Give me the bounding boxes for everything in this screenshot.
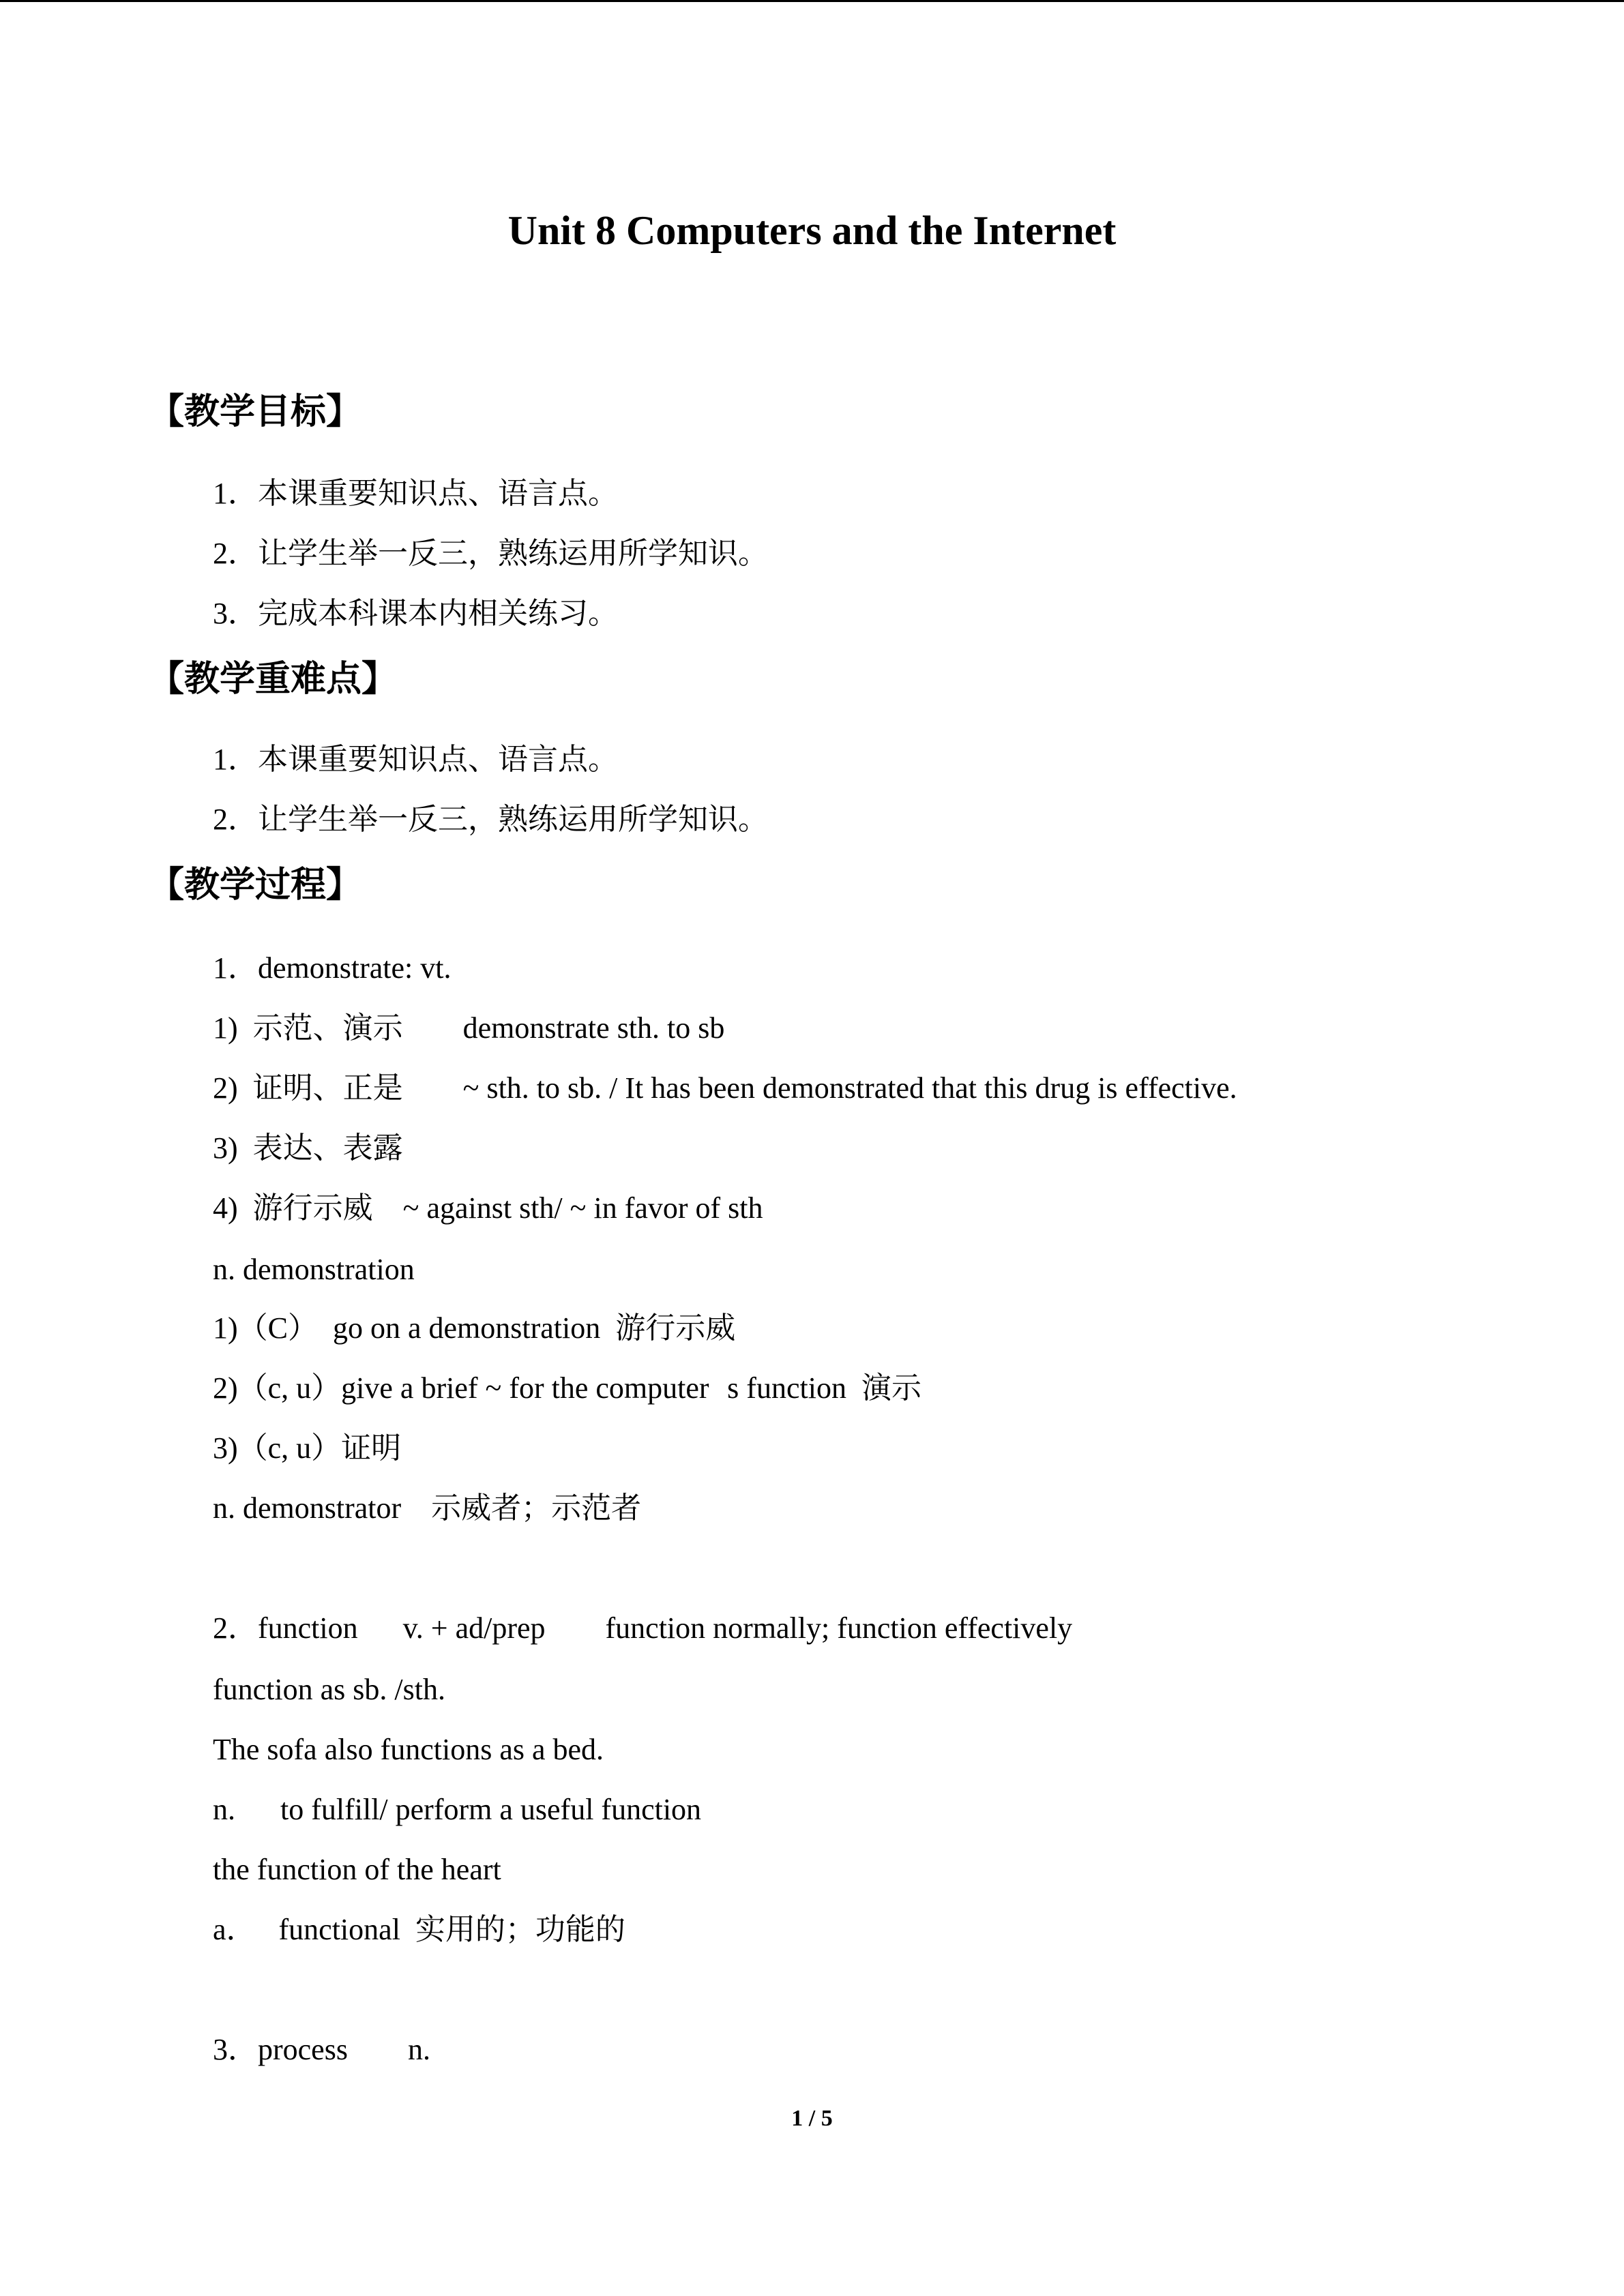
process-line-1: 1．demonstrate: vt. <box>213 951 452 985</box>
page-top-border <box>0 0 1624 2</box>
process-line-6: n. demonstration <box>213 1253 415 1286</box>
process-line-7: 1)（C） go on a demonstration 游行示威 <box>213 1311 736 1345</box>
document-title: Unit 8 Computers and the Internet <box>507 208 1117 253</box>
page-number: 1 / 5 <box>791 2106 833 2131</box>
process-line-16: a． functional 实用的；功能的 <box>213 1913 625 1946</box>
process-line-15: the function of the heart <box>213 1853 501 1886</box>
key-point-line-1: 1．本课重要知识点、语言点。 <box>213 743 618 776</box>
process-line-17: 3．process n. <box>213 2033 430 2066</box>
process-line-4: 3) 表达、表露 <box>213 1131 403 1165</box>
process-line-2: 1) 示范、演示 demonstrate sth. to sb <box>213 1011 725 1045</box>
objective-line-1: 1．本课重要知识点、语言点。 <box>213 477 618 510</box>
process-line-13: The sofa also functions as a bed. <box>213 1733 604 1766</box>
process-line-9: 3)（c, u）证明 <box>213 1431 402 1465</box>
process-line-8: 2)（c, u）give a brief ~ for the computers function 演示 <box>213 1371 921 1405</box>
process-line-10: n. demonstrator 示威者；示范者 <box>213 1491 642 1525</box>
section-heading-key-points: 【教学重难点】 <box>149 659 398 700</box>
objective-line-2: 2．让学生举一反三，熟练运用所学知识。 <box>213 537 768 570</box>
objective-line-3: 3．完成本科课本内相关练习。 <box>213 597 618 630</box>
section-heading-process: 【教学过程】 <box>149 865 362 906</box>
key-point-line-2: 2．让学生举一反三，熟练运用所学知识。 <box>213 803 768 836</box>
process-line-5: 4) 游行示威 ~ against sth/ ~ in favor of sth <box>213 1191 763 1225</box>
section-heading-objectives: 【教学目标】 <box>149 391 362 432</box>
process-line-11: 2．function v. + ad/prep function normally; function effectively <box>213 1611 1073 1645</box>
process-line-3: 2) 证明、正是 ~ sth. to sb. / It has been demonstrated that this drug is effective. <box>213 1071 1237 1105</box>
process-line-12: function as sb. /sth. <box>213 1673 445 1706</box>
process-line-14: n. to fulfill/ perform a useful function <box>213 1793 702 1826</box>
